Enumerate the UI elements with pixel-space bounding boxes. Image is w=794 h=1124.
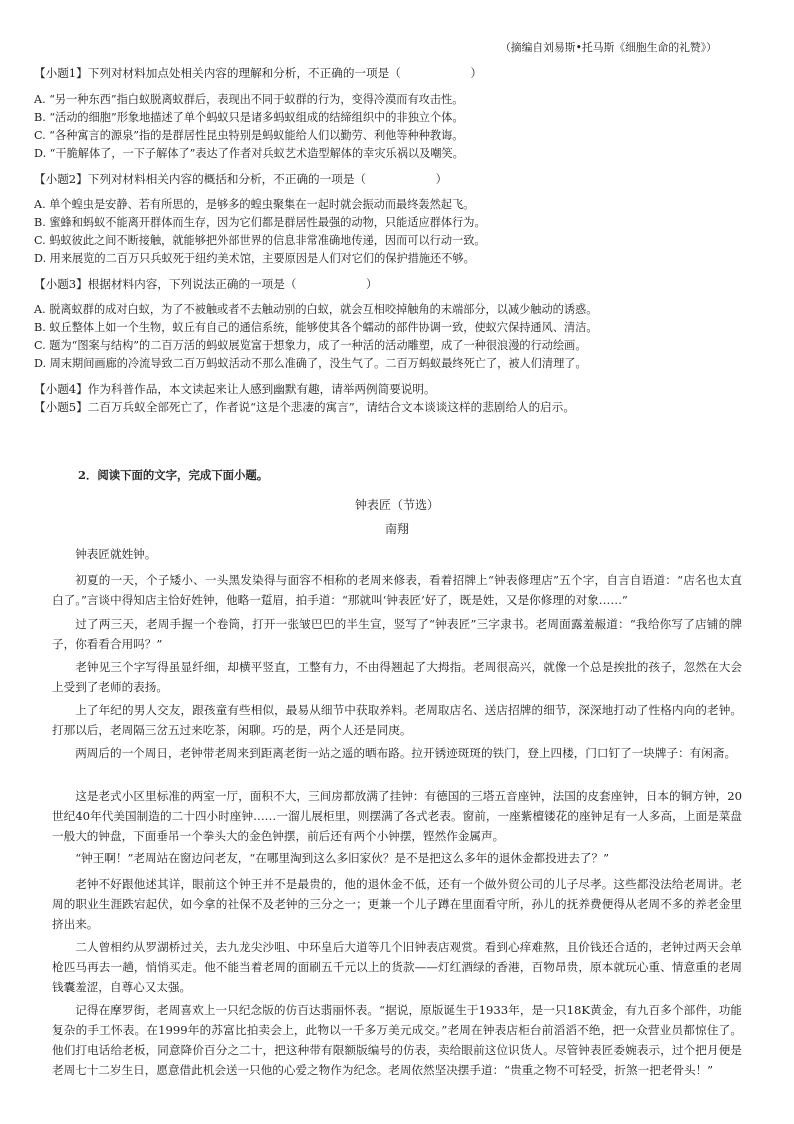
question-4-stem: 【小题4】作为科普作品，本文读起来让人感到幽默有趣，请举两例简要说明。 xyxy=(34,382,436,396)
question-5-stem: 【小题5】二百万兵蚁全部死亡了，作者说“这是个悲凄的寓言”，请结合文本谈谈这样的悲剧给人的启示。 xyxy=(34,400,575,414)
article-paragraph-1: 钟表匠就姓钟。 xyxy=(75,547,157,561)
question-1-option-d: D. “干脆解体了，一下子解体了”表达了作者对兵蚁艺术造型解体的幸灾乐祸以及嘲笑。 xyxy=(34,147,464,160)
article-paragraph-5: 上了年纪的男人交友，跟孩童有些相似，最易从细节中获取养料。老周取店名、送店招牌的细节，深深地打动了性格内向的老钟。打那以后，老周隔三岔五过来吃茶，闲聊。巧的是，两个人还是同庚。 xyxy=(52,703,742,737)
question-1-option-c: C. “各种寓言的源泉”指的是群居性昆虫特别是蚂蚁能给人们以勤劳、利他等种种教诲。 xyxy=(34,129,464,142)
question-2-option-c: C. 蚂蚁彼此之间不断接触，就能够把外部世界的信息非常准确地传递，因而可以行动一致。 xyxy=(34,234,486,247)
article-paragraph-10: 二人曾相约从罗湖桥过关，去九龙尖沙咀、中环皇后大道等几个旧钟表店观赏。看到心痒难熬，且价钱还合适的，老钟过两天会单枪匹马再去一趟，悄悄买走。他不能当着老周的面刷五千元以上的货款——灯红酒绿的香港，百物昂贵，原本就玩心重、情意重的老周钱囊羞涩，自尊心又太强。 xyxy=(52,940,742,994)
article-paragraph-7: 这是老式小区里标准的两室一厅，面积不大，三间房都放满了挂钟：有德国的三塔五音座钟，法国的皮套座钟，日本的铜方钟，20世纪40年代美国制造的二十四小时座钟……一溜儿展柜里，则摆满了各式老表。窗前，一座紫檀镂花的座钟足有一人多高，上面是菜盘一般大的钟盘，下面垂吊一个拳头大的金色钟摆，前后还有两个小钟摆，铿然作金属声。 xyxy=(52,789,742,843)
question-2-option-b: B. 蜜蜂和蚂蚁不能离开群体而生存，因为它们都是群居性最强的动物，只能适应群体行为。 xyxy=(34,216,486,229)
section-2-heading: 2．阅读下面的文字，完成下面小题。 xyxy=(78,468,269,482)
source-note: （摘编自刘易斯•托马斯《细胞生命的礼赞》） xyxy=(500,41,717,54)
question-1-stem: 【小题1】下列对材料加点处相关内容的理解和分析，不正确的一项是（ ） xyxy=(34,66,482,80)
question-2-option-a: A. 单个蝗虫是安静、若有所思的，是够多的蝗虫聚集在一起时就会振动而最终轰然起飞。 xyxy=(34,198,475,211)
question-2-stem: 【小题2】下列对材料相关内容的概括和分析，不正确的一项是（ ） xyxy=(34,172,448,186)
question-1-option-a: A. “另一种东西”指白蚁脱离蚁群后，表现出不同于蚁群的行为，变得冷漠而有攻击性。 xyxy=(34,93,464,106)
article-title: 钟表匠（节选） xyxy=(354,498,439,512)
question-1-option-b: B. “活动的细胞”形象地描述了单个蚂蚁只是诸多蚂蚁组成的结缔组织中的非独立个体。 xyxy=(34,111,464,124)
article-paragraph-3: 过了两三天，老周手握一个卷筒，打开一张皱巴巴的半生宣，竖写了“钟表匠”三字隶书。老周面露羞赧道：“我给你写了店铺的牌子，你看看合用吗？” xyxy=(52,617,742,651)
article-paragraph-9: 老钟不好跟他述其详，眼前这个钟王并不是最贵的，他的退休金不低，还有一个做外贸公司的儿子尽孝。这些都没法给老周讲。老周的职业生涯跌宕起伏，如今拿的社保不及老钟的三分之一；更兼一个儿子蹲在里面看守所，孙儿的抚养费便得从老周不多的养老金里挤出来。 xyxy=(52,877,742,931)
article-paragraph-2: 初夏的一天，个子矮小、一头黑发染得与面容不相称的老周来修表，看着招牌上“钟表修理店”五个字，自言自语道：“店名也太直白了。”言谈中得知店主恰好姓钟，他略一踅眉，拍手道：“那就叫‘钟表匠’好了，既是姓，又是你修理的对象……” xyxy=(52,573,742,607)
question-3-option-d: D. 周末期间画廊的冷流导致二百万蚂蚁活动不那么准确了，没生气了。二百万蚂蚁最终死亡了，被人们清理了。 xyxy=(34,357,587,370)
question-3-option-b: B. 蚁丘整体上如一个生物，蚁丘有自己的通信系统，能够使其各个蠕动的部件协调一致，使蚁穴保持通风、清洁。 xyxy=(34,321,598,334)
article-paragraph-4: 老钟见三个字写得虽显纤细，却横平竖直，工整有力，不由得翘起了大拇指。老周很高兴，就像一个总是挨批的孩子，忽然在大会上受到了老师的表扬。 xyxy=(52,660,742,694)
question-3-option-c: C. 题为“图案与结构”的二百万活的蚂蚁展览富于想象力，成了一种活的活动雕塑，成了一种很浪漫的行动绘画。 xyxy=(34,339,587,352)
question-2-option-d: D. 用来展览的二百万只兵蚁死于纽约美术馆，主要原因是人们对它们的保护措施还不够。 xyxy=(34,252,475,265)
article-paragraph-8: “钟王啊！”老周站在窗边问老友，“在哪里淘到这么多旧家伙？是不是把这么多年的退休金都投进去了？” xyxy=(75,851,610,865)
article-paragraph-11: 记得在摩罗街，老周喜欢上一只纪念版的仿百达翡丽怀表。“据说，原版诞生于1933年，是一只18K黄金，有九百多个部件，功能复杂的手工怀表。在1999年的苏富比拍卖会上，此物以一千多万美元成交。”老周在钟表店柜台前滔滔不绝，把一众营业员都惊住了。他们打电话给老板，同意降价百分之二十，把这种带有限额版编号的仿表，卖给眼前这位识货人。尽管钟表匠委婉表示，过个把月便是老周七十二岁生日，愿意借此机会送一只他的心爱之物作为纪念。老周依然坚决摆手道：“贵重之物不可轻受，折煞一把老骨头！” xyxy=(52,1003,742,1077)
article-author: 南翔 xyxy=(384,522,409,536)
article-paragraph-6: 两周后的一个周日，老钟带老周来到距离老街一站之遥的晒布路。拉开锈迹斑斑的铁门，登上四楼，门口钉了一块牌子：有闲斋。 xyxy=(75,746,737,760)
question-3-option-a: A. 脱离蚁群的成对白蚁，为了不被触或者不去触动别的白蚁，就会互相咬掉触角的末端部分，以减少触动的诱惑。 xyxy=(34,303,598,316)
question-3-stem: 【小题3】根据材料内容，下列说法正确的一项是（ ） xyxy=(34,277,378,291)
